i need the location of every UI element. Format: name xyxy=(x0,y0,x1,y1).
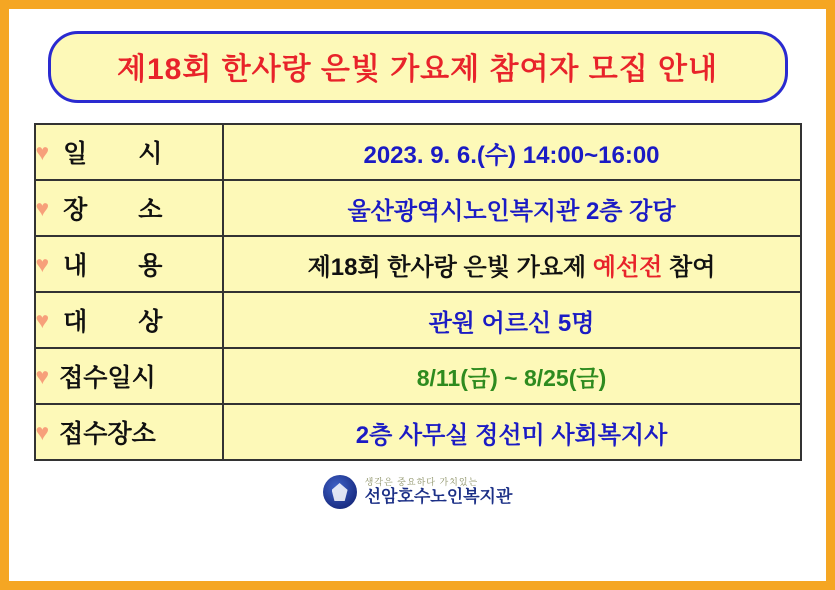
row-value-cell xyxy=(223,180,801,236)
row-label-cell xyxy=(35,124,223,180)
heart-icon: ♥ xyxy=(35,306,50,333)
row-value-cell xyxy=(223,124,801,180)
heart-icon: ♥ xyxy=(35,362,50,389)
row-label: 내 용 xyxy=(63,252,185,280)
row-value-cell xyxy=(223,404,801,460)
label-wrapper xyxy=(36,358,222,394)
table-row xyxy=(35,236,801,292)
row-value-emphasis: 예선전 xyxy=(592,253,663,281)
organization-name: 선암호수노인복지관 xyxy=(364,486,513,506)
logo-tagline: 생각은 중요하다 가치있는 xyxy=(364,477,479,488)
row-label-cell xyxy=(35,180,223,236)
row-value: 울산광역시노인복지관 2층 강당 xyxy=(347,197,676,225)
row-value-cell xyxy=(223,348,801,404)
heart-icon: ♥ xyxy=(35,194,50,221)
row-label: 일 시 xyxy=(63,140,185,168)
table-row xyxy=(35,348,801,404)
poster-inner xyxy=(9,9,826,581)
organization-logo-icon xyxy=(323,475,357,509)
row-value xyxy=(308,254,716,281)
label-wrapper xyxy=(36,414,222,450)
row-label-cell xyxy=(35,404,223,460)
label-wrapper xyxy=(36,246,222,282)
row-label-cell xyxy=(35,236,223,292)
label-wrapper xyxy=(36,134,222,170)
footer-logo xyxy=(47,475,788,509)
row-value-cell xyxy=(223,236,801,292)
row-label-cell xyxy=(35,292,223,348)
row-label: 장 소 xyxy=(63,196,185,224)
heart-icon: ♥ xyxy=(35,138,50,165)
table-row xyxy=(35,180,801,236)
logo-text-block xyxy=(365,478,513,505)
row-label-cell xyxy=(35,348,223,404)
table-row xyxy=(35,292,801,348)
row-value: 2층 사무실 정선미 사회복지사 xyxy=(355,421,668,449)
row-value: 관원 어르신 5명 xyxy=(428,309,595,337)
row-value: 2023. 9. 6.(수) 14:00~16:00 xyxy=(363,141,660,169)
table-row xyxy=(35,404,801,460)
heart-icon: ♥ xyxy=(35,250,50,277)
row-value-cell xyxy=(223,292,801,348)
row-value-suffix: 참여 xyxy=(662,253,716,281)
info-table xyxy=(34,123,802,461)
row-value-prefix: 제18회 한사랑 은빛 가요제 xyxy=(307,253,593,281)
row-label: 접수일시 xyxy=(59,364,156,392)
row-value: 8/11(금) ~ 8/25(금) xyxy=(416,364,607,391)
row-label: 대 상 xyxy=(63,308,185,336)
label-wrapper xyxy=(36,190,222,226)
table-row xyxy=(35,124,801,180)
page-title: 제18회 한사랑 은빛 가요제 참여자 모집 안내 xyxy=(116,53,719,86)
title-banner xyxy=(48,31,788,103)
row-label: 접수장소 xyxy=(59,420,156,448)
heart-icon: ♥ xyxy=(35,418,50,445)
label-wrapper xyxy=(36,302,222,338)
